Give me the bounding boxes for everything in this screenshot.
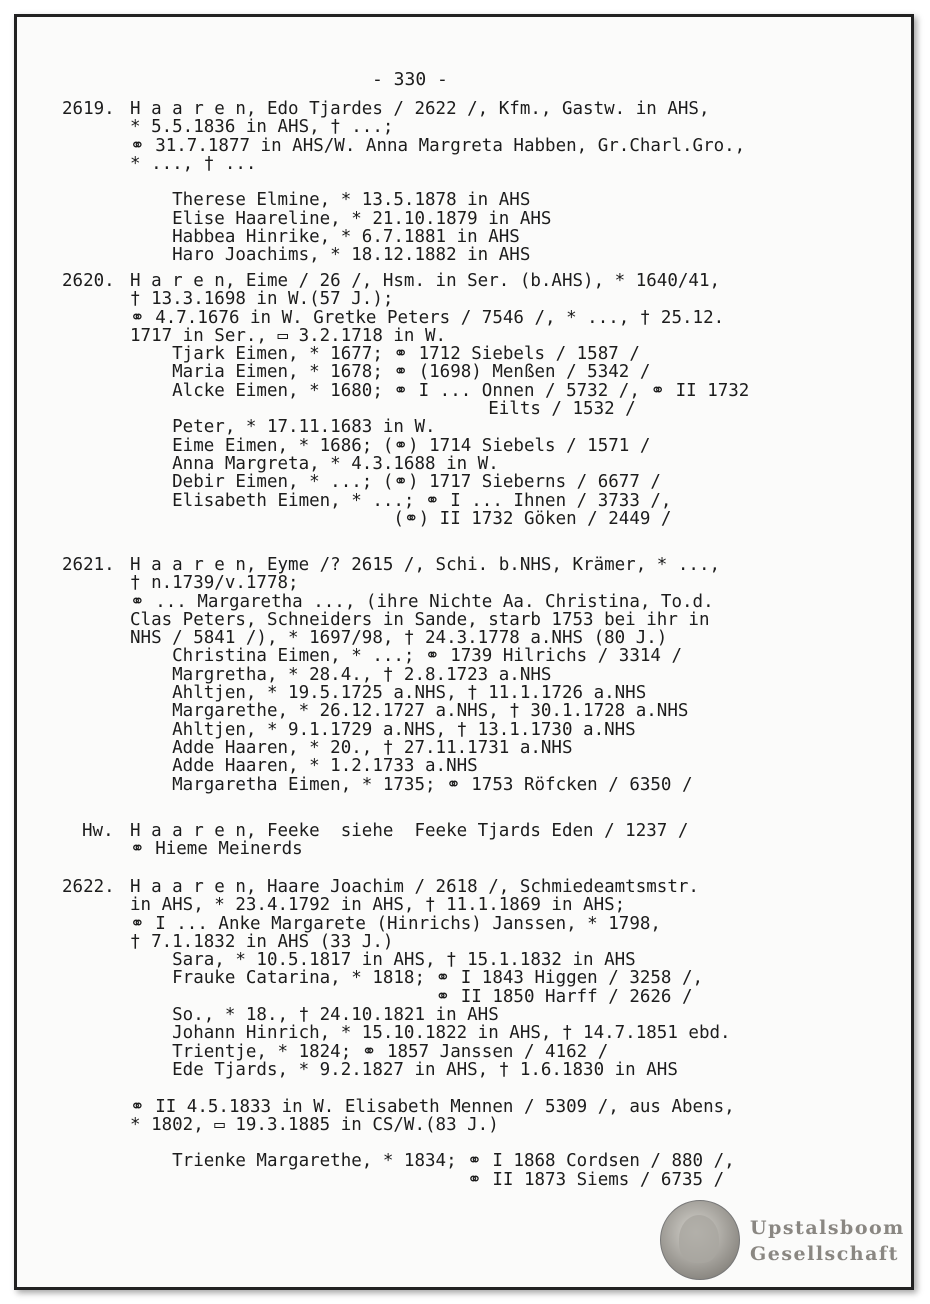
- entry-line: Frauke Catarina, * 1818; ⚭ I 1843 Higgen / 3258 /,: [130, 968, 704, 989]
- page-number: - 330 -: [372, 69, 448, 90]
- entry-line: Adde Haaren, * 20., † 27.11.1731 a.NHS: [130, 737, 573, 758]
- entry-line: Anna Margreta, * 4.3.1688 in W.: [130, 453, 499, 474]
- entry-line: NHS / 5841 /), * 1697/98, † 24.3.1778 a.NHS (80 J.): [130, 628, 668, 649]
- entry-line: Trientje, * 1824; ⚭ 1857 Janssen / 4162 /: [130, 1041, 609, 1062]
- entry-line: Margaretha Eimen, * 1735; ⚭ 1753 Röfcken / 6350 /: [130, 774, 693, 795]
- entry-line: in AHS, * 23.4.1792 in AHS, † 11.1.1869 in AHS;: [130, 895, 626, 916]
- entry-line: (⚭) II 1732 Göken / 2449 /: [130, 508, 672, 529]
- entry-line: Debir Eimen, * ...; (⚭) 1717 Sieberns / 6677 /: [130, 472, 661, 493]
- entry-line: H a a r e n, Eyme /? 2615 /, Schi. b.NHS, Krämer, * ...,: [130, 555, 721, 575]
- entry-line: H a a r e n, Haare Joachim / 2618 /, Schmiedeamtsmstr.: [130, 877, 699, 897]
- entry-number: Hw.: [82, 821, 114, 841]
- entry-line: ⚭ II 1873 Siems / 6735 /: [130, 1169, 725, 1190]
- entry-line: Eilts / 1532 /: [130, 399, 636, 420]
- entry-line: Haro Joachims, * 18.12.1882 in AHS: [130, 245, 531, 266]
- logo-line-1: Upstalsboom: [750, 1217, 905, 1239]
- entry-line: † 7.1.1832 in AHS (33 J.): [130, 931, 394, 952]
- entry-line: Habbea Hinrike, * 6.7.1881 in AHS: [130, 227, 520, 248]
- entry-line: ⚭ II 1850 Harff / 2626 /: [130, 986, 693, 1007]
- entry-line: Peter, * 17.11.1683 in W.: [130, 417, 436, 438]
- entry-line: Eime Eimen, * 1686; (⚭) 1714 Siebels / 1571 /: [130, 435, 651, 456]
- logo-line-2: Gesellschaft: [750, 1243, 899, 1265]
- entry-line: [130, 1134, 735, 1152]
- entry-line: Alcke Eimen, * 1680; ⚭ I ... Onnen / 5732 /, ⚭ II 1732: [130, 380, 750, 401]
- entry-line: [130, 173, 745, 191]
- entry-line: Elisabeth Eimen, * ...; ⚭ I ... Ihnen / 3733 /,: [130, 490, 672, 511]
- entry-line: Margarethe, * 26.12.1727 a.NHS, † 30.1.1728 a.NHS: [130, 701, 689, 722]
- entry-line: Tjark Eimen, * 1677; ⚭ 1712 Siebels / 1587 /: [130, 344, 640, 365]
- entry-line: Clas Peters, Schneiders in Sande, starb 1753 bei ihr in: [130, 609, 710, 630]
- entry-line: Ede Tjards, * 9.2.1827 in AHS, † 1.6.1830 in AHS: [130, 1059, 678, 1080]
- entry-line: ⚭ II 4.5.1833 in W. Elisabeth Mennen / 5309 /, aus Abens,: [130, 1096, 735, 1117]
- entry-line: Ahltjen, * 19.5.1725 a.NHS, † 11.1.1726 a.NHS: [130, 683, 647, 704]
- entry-line: † n.1739/v.1778;: [130, 573, 299, 594]
- entry-line: Johann Hinrich, * 15.10.1822 in AHS, † 14.7.1851 ebd.: [130, 1023, 731, 1044]
- entry-line: * 1802, ▭ 19.3.1885 in CS/W.(83 J.): [130, 1114, 499, 1135]
- entry-line: 1717 in Ser., ▭ 3.2.1718 in W.: [130, 325, 447, 346]
- entry-line: ⚭ I ... Anke Margarete (Hinrichs) Janssen, * 1798,: [130, 913, 661, 934]
- entry-line: H a a r e n, Edo Tjardes / 2622 /, Kfm., Gastw. in AHS,: [130, 99, 710, 119]
- entry-line: ⚭ 4.7.1676 in W. Gretke Peters / 7546 /, * ..., † 25.12.: [130, 307, 725, 328]
- entry-line: Trienke Margarethe, * 1834; ⚭ I 1868 Cordsen / 880 /,: [130, 1151, 735, 1172]
- society-seal-icon: [660, 1200, 740, 1280]
- entry-line: ⚭ ... Margaretha ..., (ihre Nichte Aa. Christina, To.d.: [130, 591, 714, 612]
- entry-line: † 13.3.1698 in W.(57 J.);: [130, 289, 394, 310]
- entry-line: Margretha, * 28.4., † 2.8.1723 a.NHS: [130, 664, 552, 685]
- entry-line: ⚭ 31.7.1877 in AHS/W. Anna Margreta Habben, Gr.Charl.Gro.,: [130, 135, 746, 156]
- entry-line: H a a r e n, Feeke siehe Feeke Tjards Eden / 1237 /: [130, 821, 689, 841]
- entry-line: Christina Eimen, * ...; ⚭ 1739 Hilrichs / 3314 /: [130, 646, 682, 667]
- entry-line: * ..., † ...: [130, 153, 257, 174]
- entry-number: 2619.: [62, 99, 115, 119]
- society-logo-text: [750, 1215, 905, 1267]
- entry-line: Ahltjen, * 9.1.1729 a.NHS, † 13.1.1730 a.NHS: [130, 719, 636, 740]
- entry-number: 2620.: [62, 271, 115, 291]
- entry-line: Adde Haaren, * 1.2.1733 a.NHS: [130, 756, 478, 777]
- entry-line: Elise Haareline, * 21.10.1879 in AHS: [130, 208, 552, 229]
- entry-line: H a r e n, Eime / 26 /, Hsm. in Ser. (b.AHS), * 1640/41,: [130, 271, 721, 291]
- entry-line: * 5.5.1836 in AHS, † ...;: [130, 117, 394, 138]
- entry-line: ⚭ Hieme Meinerds: [130, 839, 303, 860]
- entry-line: So., * 18., † 24.10.1821 in AHS: [130, 1005, 499, 1026]
- entry-line: Sara, * 10.5.1817 in AHS, † 15.1.1832 in AHS: [130, 950, 636, 971]
- entry-line: Maria Eimen, * 1678; ⚭ (1698) Menßen / 5342 /: [130, 362, 651, 383]
- entry-line: Therese Elmine, * 13.5.1878 in AHS: [130, 190, 531, 211]
- entry-line: [130, 1079, 735, 1097]
- entry-number: 2622.: [62, 877, 115, 897]
- entry-number: 2621.: [62, 555, 115, 575]
